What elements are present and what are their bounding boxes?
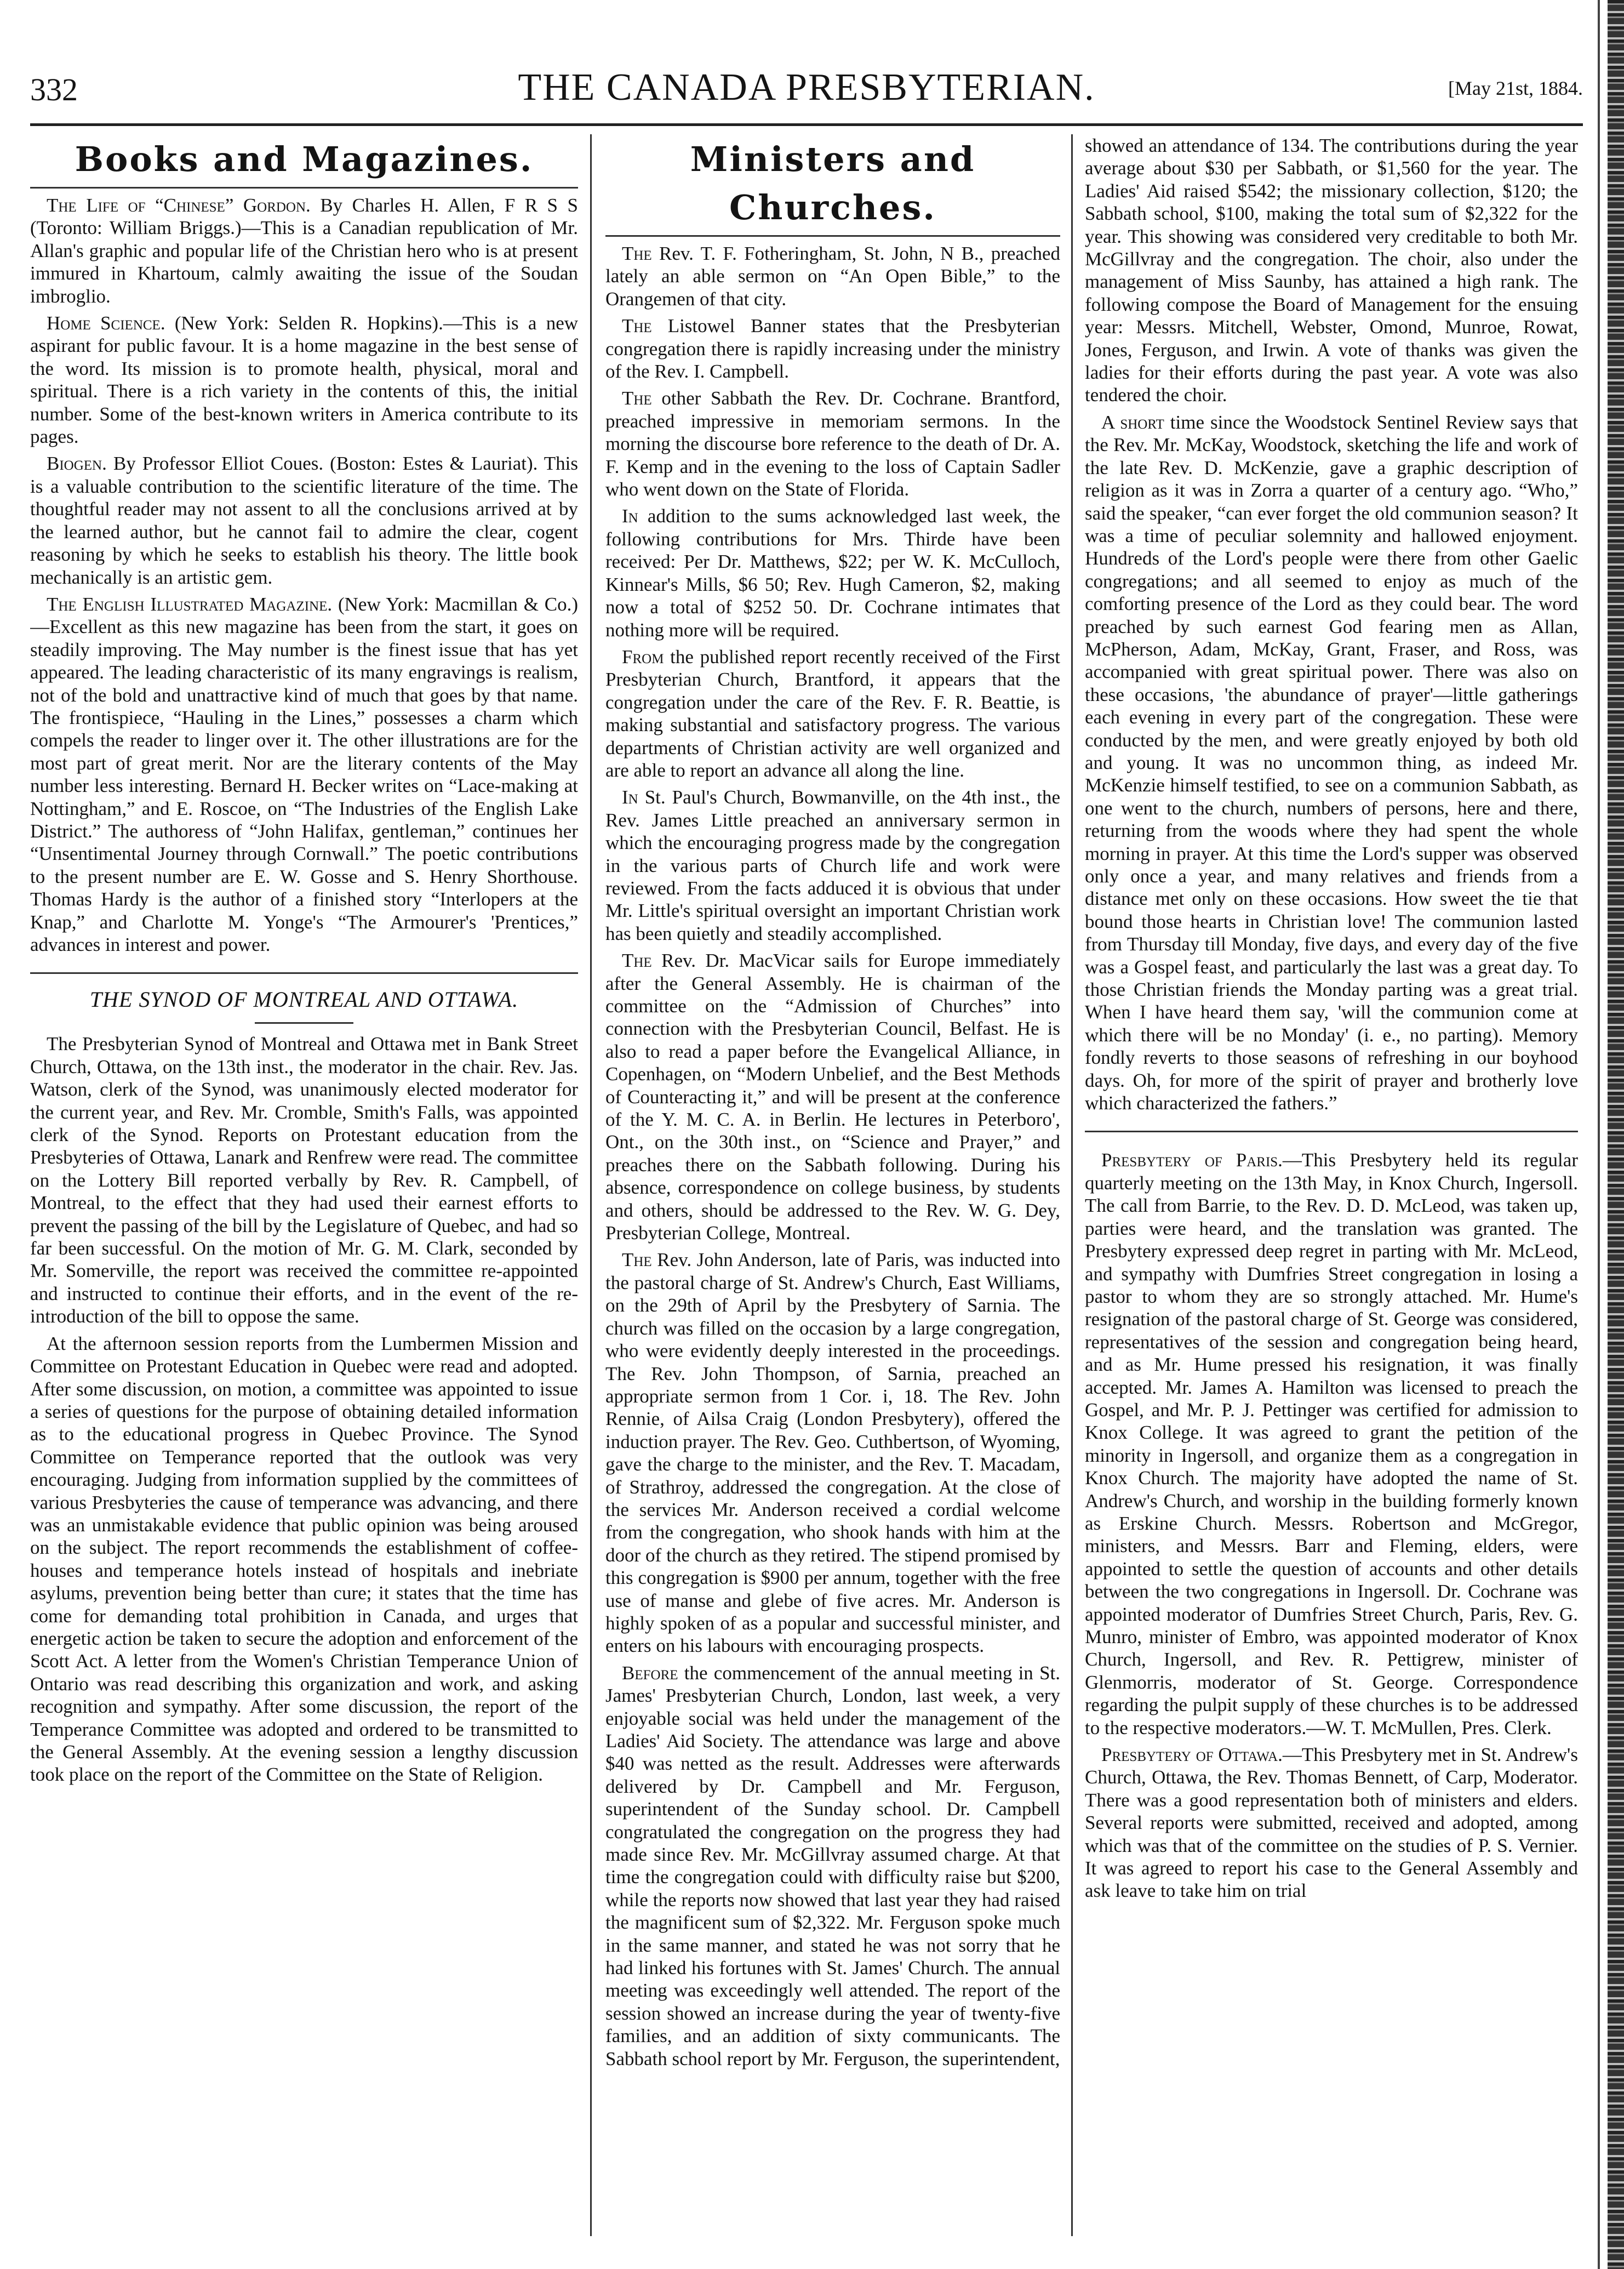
synod-paragraph: At the afternoon session reports from the Lumbermen Mission and Committee on Protestant Education in Quebec were read and adopted. After some discussion, on motion, a committee was appointed to issue a series of questions for the purpose of obtaining detailed information as to the educational progress in Quebec Province. The Synod Committee on Temperance reported that the outlook was very encouraging. Judging from information supplied by the committees of various Presbyteries the cause of temperance was advancing, and there was an unmistakable evidence that public opinion was being aroused on the subject. The report recommends the establishment of coffee-houses and temperance hotels instead of hospitals and inebriate asylums, prevention being better than cure; it states that the time has come for demanding total prohibition in Canada, and urges that energetic action be taken to secure the adoption and enforcement of the Scott Act. A letter from the Women's Christian Temperance Union of Ontario was read describing this organization and work, and asking recognition and sympathy. After some discussion, the report of the Temperance Committee was adopted and ordered to be transmitted to the General Assembly. At the evening session a lengthy discussion took place on the report of the Committee on the State of Religion. bbox=[30, 1332, 578, 1786]
news-item-lead: Before bbox=[622, 1662, 678, 1684]
presbytery-report-text: —This Presbytery held its regular quarterly meeting on the 13th May, in Knox Church, Ingersoll. The call from Barrie, to the Rev. D. D. McLeod, was taken up, parties were heard, and the translation was granted. The Presbytery expressed deep regret in parting with Mr. McLeod, and sympathy with Dumfries Street congregation in losing a pastor to whom they are so strongly attached. Mr. Hume's resignation of the pastoral charge of St. George was considered, representatives of the session and congregation being heard, and as Mr. Hume pressed his resignation, it was finally accepted. Mr. James A. Hamilton was licensed to preach the Gospel, and Mr. P. J. Pettinger was certified for admission to Knox College. It was agreed to grant the petition of the minority in Ingersoll, and organize them as a congregation in Knox Church. The majority have adopted the name of St. Andrew's Church, and worship in the building formerly known as Erskine Church. Messrs. Robertson and McGregor, ministers, and Messrs. Barr and Fleming, elders, were appointed to settle the question of accounts and other details between the two congregations in Ingersoll. Dr. Cochrane was appointed moderator of Dumfries Street Church, Paris, Rev. G. Munro, minister of Embro, was appointed moderator of Knox Church, Ingersoll, and Rev. R. Pettigrew, minister of Glenmorris, moderator of St. George. Correspondence regarding the pulpit supply of these churches is to be addressed to the respective moderators.—W. T. McMullen, Pres. Clerk. bbox=[1085, 1149, 1578, 1738]
news-item-text: the published report recently received of the First Presbyterian Church, Brantford, it appears that the congregation under the care of the Rev. F. R. Beattie, is making substantial and satisfactory progress. The various departments of Christian activity are well organized and are able to report an advance all along the line. bbox=[605, 646, 1060, 781]
news-item-text: addition to the sums acknowledged last week, the following contributions for Mrs. Thirde have been received: Per Dr. Matthews, $22; per W. K. McCulloch, Kinnear's Mills, $6 50; Rev. Hugh Cameron, $2, making now a total of $252 50. Dr. Cochrane intimates that nothing more will be required. bbox=[605, 505, 1060, 641]
headline-rule bbox=[255, 1022, 353, 1024]
page-header bbox=[30, 66, 1583, 115]
book-review-text: By Charles H. Allen, F R S S (Toronto: William Briggs.)—This is a Canadian republication of Mr. Allan's graphic and popular life of the Christian hero who is at present immured in Khartoum, calmly awaiting the issue of the Soudan imbroglio. bbox=[30, 195, 578, 307]
synod-paragraph: The Presbyterian Synod of Montreal and Ottawa met in Bank Street Church, Ottawa, on the 13th inst., the moderator in the chair. Rev. Jas. Watson, clerk of the Synod, was unanimously elected moderator for the current year, and Rev. Mr. Cromble, Smith's Falls, was appointed clerk of the Synod. Reports on Protestant education from the Presbyteries of Ottawa, Lanark and Renfrew were read. The committee on the Lottery Bill reported verbally by Rev. R. Campbell, of Montreal, to the effect that they had used their earnest efforts to prevent the passing of the bill by the Legislature of Quebec, and had so far been successful. On the motion of Mr. G. M. Clark, seconded by Mr. Somerville, the report was received the committee re-appointed and instructed to continue their efforts, and in the event of the re-introduction of the bill to oppose the same. bbox=[30, 1033, 578, 1327]
page-number: 332 bbox=[30, 72, 78, 107]
news-item-text: Rev. Dr. MacVicar sails for Europe immediately after the General Assembly. He is chairman of the committee on the “Admission of Churches” into connection with the Presbyterian Council, Belfast. He is also to read a paper before the Evangelical Alliance, in Copenhagen, on “Modern Unbelief, and the Best Methods of Counteracting it,” and will be present at the conference of the Y. M. C. A. in Berlin. He lectures in Peterboro', Ont., on the 30th inst., on “Science and Prayer,” and preaches there on the Sabbath following. During his absence, correspondence on college business, by students and others, should be addressed to the Rev. W. G. Dey, Presbyterian College, Montreal. bbox=[605, 950, 1060, 1244]
column-1 bbox=[30, 134, 578, 2236]
news-item-text: Rev. John Anderson, late of Paris, was inducted into the pastoral charge of St. Andrew's Church, East Williams, on the 29th of April by the Presbytery of Sarnia. The church was filled on the occasion by a large congregation, who were evidently deeply interested in the proceedings. The Rev. John Thompson, of Sarnia, preached an appropriate sermon from 1 Cor. i, 18. The Rev. John Rennie, of Ailsa Craig (London Presbytery), offered the induction prayer. The Rev. Geo. Cuthbertson, of Wyoming, gave the charge to the minister, and the Rev. T. Macadam, of Strathroy, addressed the congregation. At the close of the services Mr. Anderson received a cordial welcome from the congregation, who shook hands with him at the door of the church as they retired. The stipend promised by this congregation is $900 per annum, together with the free use of manse and glebe of five acres. Mr. Anderson is highly spoken of as a popular and successful minister, and enters on his labours with encouraging prospects. bbox=[605, 1249, 1060, 1657]
news-item-lead: From bbox=[622, 646, 664, 668]
column-3 bbox=[1085, 134, 1578, 2236]
news-item bbox=[1085, 411, 1578, 1115]
news-item bbox=[605, 646, 1060, 782]
news-item-text: showed an attendance of 134. The contributions during the year average about $30 per Sabbath, or $1,560 for the year. The Ladies' Aid raised $542; the missionary collection, $120; the Sabbath school, $100, making the total sum of $2,322 for the year. This showing was considered very creditable to both Mr. McGillvray and the congregation. The choir, also under the management of Miss Saunby, has attained a high rank. The following compose the Board of Management for the ensuing year: Messrs. Mitchell, Webster, Omond, Munroe, Rowat, Jones, Ferguson, and Irwin. A vote of thanks was given the ladies for their efforts during the past year. A vote was also tendered the choir. bbox=[1085, 135, 1578, 406]
scan-edge-noise bbox=[1608, 0, 1624, 2269]
news-item-lead: The bbox=[622, 1249, 652, 1271]
binding-edge-line bbox=[1598, 0, 1600, 2269]
news-item bbox=[605, 315, 1060, 383]
presbytery-report-lead: Presbytery of Ottawa. bbox=[1101, 1744, 1283, 1766]
news-item-lead: In bbox=[622, 786, 638, 808]
news-item-lead: A short bbox=[1101, 411, 1164, 433]
column-divider bbox=[590, 134, 592, 2236]
presbytery-report-text: —This Presbytery met in St. Andrew's Church, Ottawa, the Rev. Thomas Bennett, of Carp, Moderator. There was a good representation both of ministers and elders. Several reports were submitted, received and adopted, among which was that of the committee on the studies of P. S. Vernier. It was agreed to report his case to the General Assembly and ask leave to take him on trial bbox=[1085, 1744, 1578, 1902]
column-2 bbox=[605, 134, 1060, 2236]
news-item-lead: In bbox=[622, 505, 638, 527]
books-section-title: Books and Magazines. bbox=[30, 135, 578, 189]
synod-headline: THE SYNOD OF MONTREAL AND OTTAWA. bbox=[30, 972, 578, 1012]
book-review-text: (New York: Macmillan & Co.)—Excellent as this new magazine has been from the start, it goes on steadily improving. The May number is the finest issue that has yet appeared. The leading characteristic of its many engravings is realism, not of the bold and unattractive kind of much that goes by that name. The frontispiece, “Hauling in the Lines,” possesses a charm which compels the reader to linger over it. The other illustrations are for the most part of great merit. Nor are the literary contents of the May number less interesting. Bernard H. Becker writes on “Lace-making at Nottingham,” and E. Roscoe, on “The Industries of the English Lake District.” The authoress of “John Halifax, gentleman,” continues her “Unsentimental Journey through Cornwall.” The poetic contributions to the present number are E. W. Gosse and S. Henry Shorthouse. Thomas Hardy is the author of a finished story “Interlopers at the Knap,” and Charlotte M. Yonge's “The Armourer's 'Prentices,” advances in interest and power. bbox=[30, 593, 578, 955]
book-review-lead: Biogen. bbox=[47, 453, 107, 475]
news-item bbox=[605, 387, 1060, 500]
section-rule bbox=[1085, 1131, 1578, 1132]
book-review bbox=[30, 194, 578, 307]
news-item-lead: The bbox=[622, 387, 652, 409]
news-item-text: other Sabbath the Rev. Dr. Cochrane. Brantford, preached impressive in memoriam sermons. In the morning the discourse bore reference to the death of Dr. A. F. Kemp and in the evening to the loss of Captain Sadler who went down on the State of Florida. bbox=[605, 387, 1060, 500]
book-review-lead: Home Science. bbox=[47, 312, 165, 334]
news-item-text: time since the Woodstock Sentinel Review says that the Rev. Mr. McKay, Woodstock, sketching the life and work of the late Rev. D. McKenzie, gave a graphic description of religion as it was in Zorra a quarter of a century ago. “Who,” said the speaker, “can ever forget the old communion season? It was a time of peculiar solemnity and hallowed enjoyment. Hundreds of the Lord's people were there from other Gaelic congregations; and all seemed to enjoy as much of the comforting presence of the Lord as they could bear. The word preached by such earnest God fearing men as Allan, McPherson, Adam, McKay, Grant, Fraser, and Ross, was accompanied with great spiritual power. There was also on these occasions, 'the abundance of prayer'—little gatherings each evening in every part of the congregation. These were conducted by the men, and were greatly enjoyed by both old and young. It was no uncommon thing, as indeed Mr. McKenzie himself testified, to see on a communion Sabbath, as one went to the church, numbers of persons, here and there, returning from the woods where they had spent the whole morning in prayer. At this time the Lord's supper was observed only once a year, and many relatives and friends from a distance met only on these occasions. How sweet the tie that bound those hearts in Christian love! The communion lasted from Thursday till Monday, five days, and every day of the five was a Gospel feast, and particularly the last was a great day. To those Christian friends the Monday parting was a great trial. When I have heard them say, 'will the communion come at which there will be no Monday' (i. e., no parting). Memory fondly reverts to those seasons of refreshing in our boyhood days. Oh, for more of the spirit of prayer and brotherly love which characterized the fathers.” bbox=[1085, 411, 1578, 1114]
news-item-text: Listowel Banner states that the Presbyterian congregation there is rapidly increasing under the ministry of the Rev. I. Campbell. bbox=[605, 315, 1060, 383]
news-item-lead: The bbox=[622, 243, 652, 264]
presbytery-report bbox=[1085, 1149, 1578, 1739]
news-item bbox=[605, 1662, 1060, 2070]
column-divider bbox=[1071, 134, 1073, 2236]
news-item-lead: The bbox=[622, 950, 652, 972]
book-review-lead: The English Illustrated Magazine. bbox=[47, 593, 333, 615]
presbytery-report-lead: Presbytery of Paris. bbox=[1101, 1149, 1283, 1171]
news-item bbox=[605, 786, 1060, 945]
news-item bbox=[605, 242, 1060, 310]
book-review-lead: The Life of “Chinese” Gordon. bbox=[47, 195, 311, 216]
news-item-text: St. Paul's Church, Bowmanville, on the 4th inst., the Rev. James Little preached an anniversary sermon in which the encouraging progress made by the congregation in the various parts of Church life and work were reviewed. From the facts adduced it is obvious that under Mr. Little's spiritual oversight an important Christian work has been quietly and steadily accomplished. bbox=[605, 786, 1060, 944]
book-review-text: By Professor Elliot Coues. (Boston: Estes & Lauriat). This is a valuable contribution to the scientific literature of the time. The thoughtful reader may not assent to all the conclusions arrived at by the learned author, but he cannot fail to admire the clear, cogent reasoning by which he seeks to establish his theory. The little book mechanically is an artistic gem. bbox=[30, 453, 578, 588]
presbytery-report bbox=[1085, 1743, 1578, 1902]
book-review bbox=[30, 312, 578, 448]
book-review-text: (New York: Selden R. Hopkins).—This is a new aspirant for public favour. It is a home magazine in the best sense of the word. Its mission is to promote health, physical, moral and spiritual. There is a rich variety in the contents of this, the initial number. Some of the best-known writers in America contribute to its pages. bbox=[30, 312, 578, 448]
book-review bbox=[30, 452, 578, 588]
issue-date: [May 21st, 1884. bbox=[1448, 77, 1583, 99]
news-item bbox=[605, 505, 1060, 641]
book-review bbox=[30, 593, 578, 956]
news-item-text: Rev. T. F. Fotheringham, St. John, N B., preached lately an able sermon on “An Open Bible,” to the Orangemen of that city. bbox=[605, 243, 1060, 310]
news-item-continued bbox=[1085, 134, 1578, 407]
publication-title: THE CANADA PRESBYTERIAN. bbox=[518, 66, 1095, 109]
news-item-lead: The bbox=[622, 315, 652, 337]
news-item bbox=[605, 1248, 1060, 1657]
ministers-section-title: Ministers and Churches. bbox=[605, 135, 1060, 237]
news-item bbox=[605, 949, 1060, 1244]
header-rule bbox=[30, 123, 1583, 126]
news-item-text: the commencement of the annual meeting in St. James' Presbyterian Church, London, last week, a very enjoyable social was held under the management of the Ladies' Aid Society. The attendance was large and above $40 was netted as the result. Addresses were afterwards delivered by Dr. Campbell and Mr. Ferguson, superintendent of the Sunday school. Dr. Campbell congratulated the congregation on the progress they had made since Rev. Mr. McGillvray assumed charge. At that time the congregation could with difficulty raise but $200, while the reports now showed that last year they had raised the magnificent sum of $2,322. Mr. Ferguson spoke much in the same manner, and stated he was not sorry that he had linked his fortunes with St. James' Church. The annual meeting was exceedingly well attended. The report of the session showed an increase during the year of twenty-five families, and an addition of sixty communicants. The Sabbath school report by Mr. Ferguson, the superintendent, bbox=[605, 1662, 1060, 2070]
